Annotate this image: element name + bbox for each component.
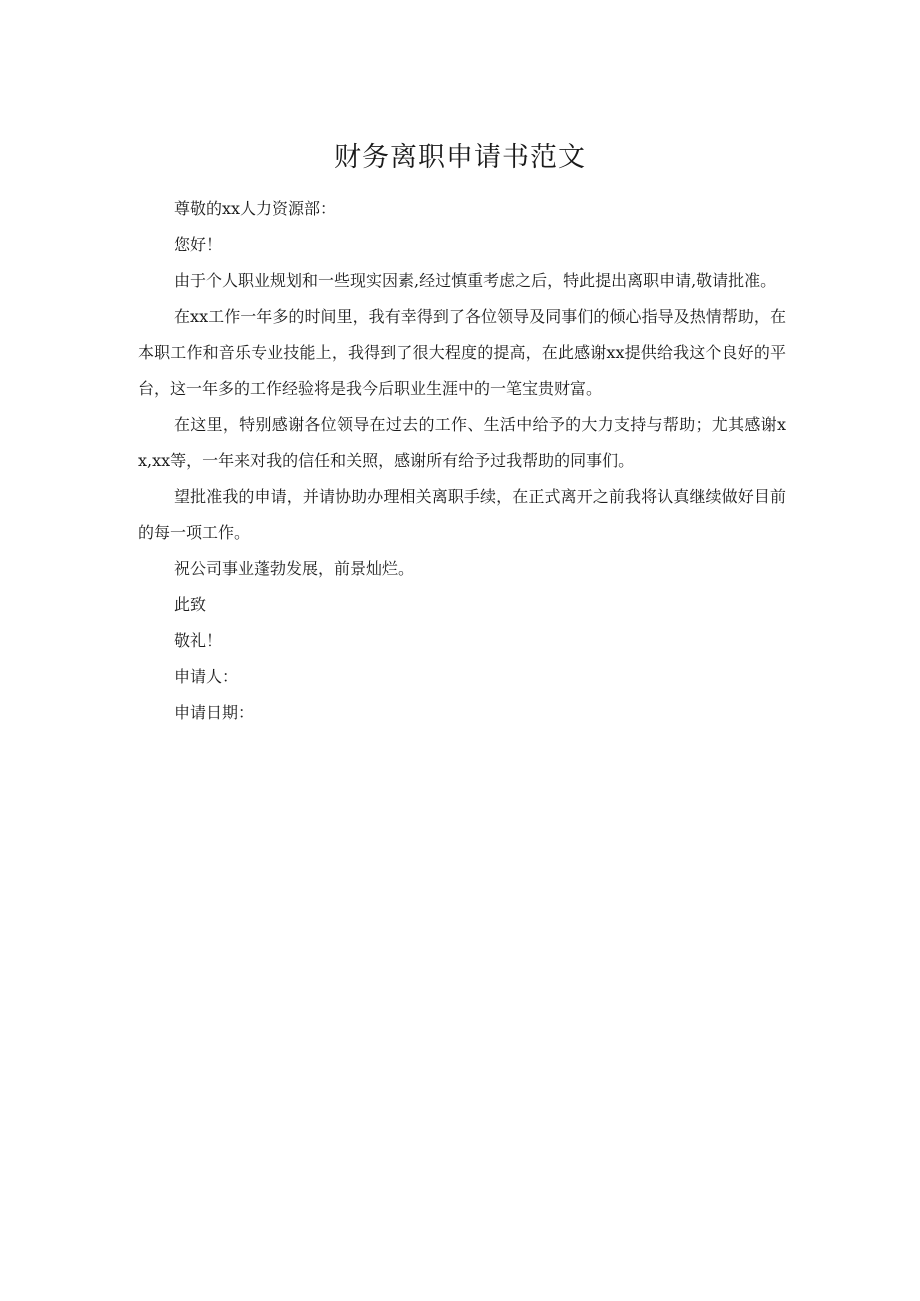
body-paragraph-thanks: 在这里，特别感谢各位领导在过去的工作、生活中给予的大力支持与帮助；尤其感谢xx,xx等，一年来对我的信任和关照，感谢所有给予过我帮助的同事们。	[138, 415, 786, 470]
salutation: 尊敬的xx人力资源部：	[174, 199, 337, 218]
closing-phrase: 此致	[174, 595, 207, 614]
page-title: 财务离职申请书范文	[334, 142, 586, 173]
applicant-label: 申请人：	[174, 667, 239, 686]
body-paragraph-request: 望批准我的申请，并请协助办理相关离职手续，在正式离开之前我将认真继续做好目前的每一项工作。	[138, 487, 786, 542]
document-body	[138, 191, 786, 731]
closing-salute: 敬礼！	[174, 631, 223, 650]
greeting: 您好！	[174, 235, 223, 254]
body-paragraph-reason: 由于个人职业规划和一些现实因素,经过慎重考虑之后，特此提出离职申请,敬请批准。	[174, 271, 777, 290]
closing-wish: 祝公司事业蓬勃发展，前景灿烂。	[174, 559, 415, 578]
body-paragraph-gratitude: 在xx工作一年多的时间里，我有幸得到了各位领导及同事们的倾心指导及热情帮助，在本职工作和音乐专业技能上，我得到了很大程度的提高，在此感谢xx提供给我这个良好的平台，这一年多的工作经验将是我今后职业生涯中的一笔宝贵财富。	[138, 307, 786, 398]
application-date-label: 申请日期：	[174, 703, 255, 722]
